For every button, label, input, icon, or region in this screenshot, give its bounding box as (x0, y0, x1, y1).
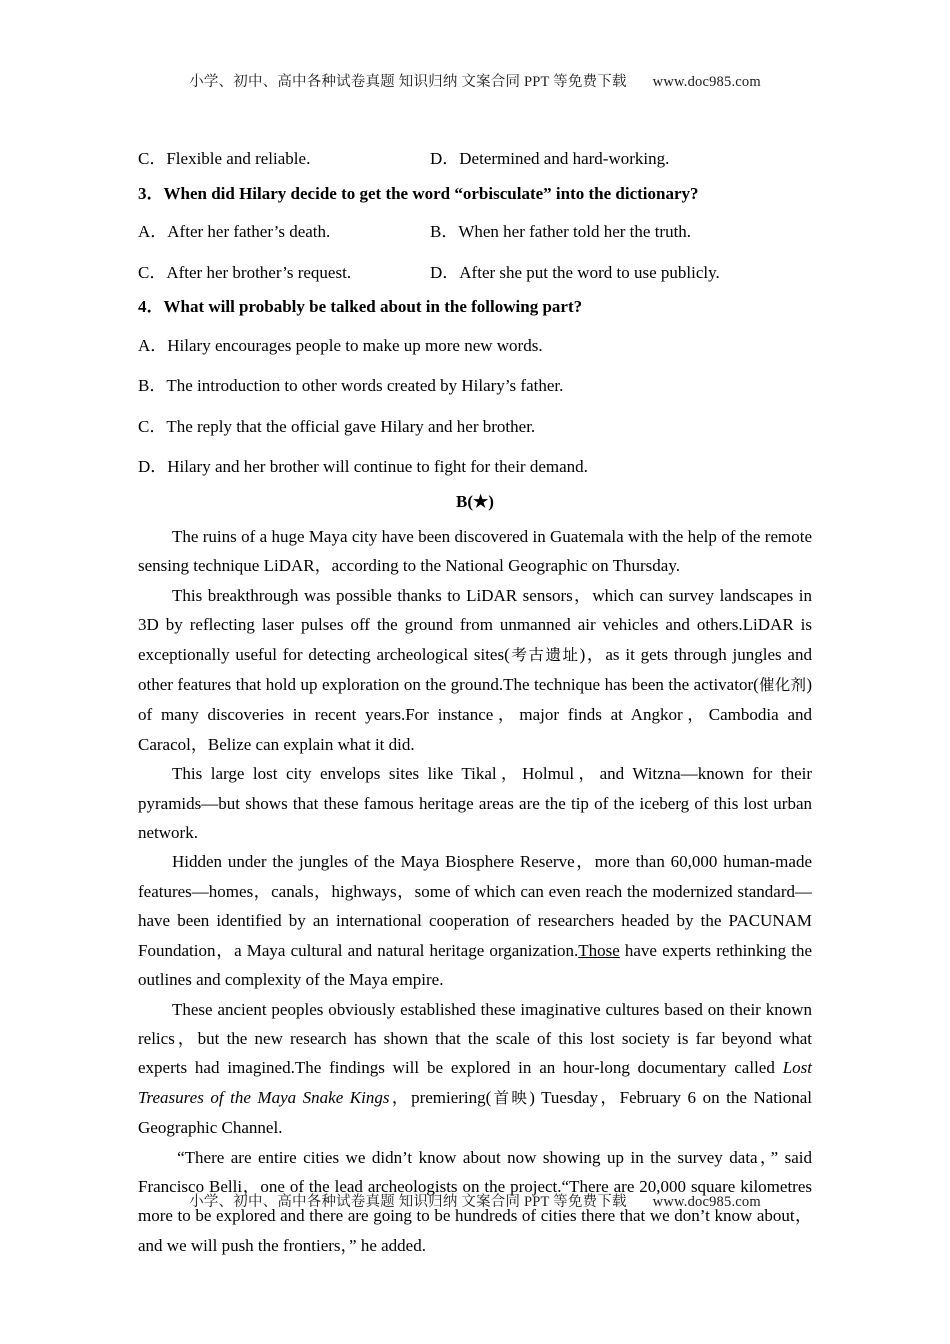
option-d (430, 258, 812, 283)
option-letter: D． (430, 262, 460, 282)
option-letter: D． (138, 457, 168, 476)
chinese-gloss: 考古遗址 (509, 645, 580, 664)
text-run: This breakthrough was possible thanks to LiDAR sensors，which can survey landscapes in 3D by reflecting laser pulses off the ground from unmanned air vehicles and others.LiDAR is exceptionally useful for detecting archeological sites( (138, 585, 812, 664)
text-run: These ancient peoples obviously established these imaginative cultures based on their known relics，but the new research has shown that the scale of this lost society is far beyond what experts had imagined.The findings will be explored in an hour-long documentary called (138, 999, 812, 1078)
option-letter: C． (138, 149, 167, 168)
option-c (138, 258, 430, 283)
text-run: This large lost city envelops sites like Tikal，Holmul，and Witzna—known for their pyramids—but shows that these famous heritage areas are the tip of the iceberg of this lost urban network. (138, 764, 812, 843)
option-text: After her father’s death. (167, 222, 331, 241)
passage-paragraph (138, 995, 812, 1143)
option-text: Determined and hard-working. (459, 149, 670, 168)
questions-region (138, 144, 812, 1260)
text-run: have experts rethinking the outlines and complexity of the Maya empire. (138, 940, 812, 990)
option-d (430, 144, 812, 169)
option-letter: D． (430, 149, 460, 168)
option-b (138, 371, 812, 396)
option-letter: B． (138, 376, 167, 395)
option-a (138, 331, 812, 356)
passage-paragraph (138, 847, 812, 994)
chinese-gloss: 首映 (491, 1088, 530, 1107)
option-text: When her father told her the truth. (458, 222, 692, 241)
option-a (138, 217, 430, 242)
option-b (430, 217, 812, 242)
option-text: The introduction to other words created by Hilary’s father. (166, 376, 564, 395)
question-text: What will probably be talked about in the following part? (163, 297, 583, 316)
text-run: Hidden under the jungles of the Maya Biosphere Reserve，more than 60,000 human-made features—homes，canals，highways，some of which can even reach the modernized standard—have been identified by an international cooperation of researchers headed by the PACUNAM Foundation，a Maya cultural and natural heritage organization. (138, 852, 812, 960)
option-text: Flexible and reliable. (166, 149, 311, 168)
option-text: After her brother’s request. (166, 262, 352, 282)
passage-paragraph (138, 581, 812, 759)
option-row (138, 144, 812, 169)
header-watermark-url: www.doc985.com (652, 74, 761, 90)
section-marker: B(★) (456, 492, 494, 511)
option-c (138, 144, 430, 169)
option-text: The reply that the official gave Hilary and her brother. (166, 416, 536, 436)
question-3-stem (138, 185, 812, 202)
option-letter: B． (430, 222, 459, 241)
option-text: Hilary and her brother will continue to fight for their demand. (167, 457, 588, 476)
text-run: ，premiering( (389, 1087, 492, 1107)
option-d (138, 452, 812, 477)
chinese-gloss: 催化剂 (758, 676, 807, 695)
footer-watermark-url: www.doc985.com (652, 1194, 761, 1210)
text-run: )，as it gets through jungles and other features that hold up exploration on the ground.The technique has been the activator( (138, 644, 812, 695)
option-c (138, 412, 812, 437)
text-run: “There are entire cities we didn’t know about now showing up in the survey data，” said Francisco Belli，one of the lead archeologists on the project.“There are 20,000 square kilometres more to be explored and there are going to be hundreds of cities there that we don’t know about，and we will push the frontiers，” he added. (138, 1147, 812, 1255)
option-text: Hilary encourages people to make up more new words. (167, 335, 543, 355)
option-letter: C． (138, 416, 167, 436)
question-number: 3． (138, 183, 164, 203)
option-text: After she put the word to use publicly. (459, 262, 720, 282)
option-letter: C． (138, 262, 167, 282)
option-row (138, 217, 812, 242)
passage-paragraph (138, 759, 812, 847)
underlined-word: Those (578, 940, 620, 960)
passage-paragraph (138, 522, 812, 581)
option-letter: A． (138, 222, 168, 241)
question-4-stem (138, 298, 812, 315)
footer-watermark-text: 小学、初中、高中各种试卷真题 知识归纳 文案合同 PPT 等免费下载 (189, 1194, 627, 1210)
text-run: The ruins of a huge Maya city have been discovered in Guatemala with the help of the remote sensing technique LiDAR，according to the National Geographic on Thursday. (138, 527, 812, 576)
page-header-watermark (138, 70, 812, 91)
page-footer-watermark (138, 1190, 812, 1211)
text-run: ) Tuesday，February 6 on the National Geographic Channel. (138, 1087, 812, 1138)
text-run: ) of many discoveries in recent years.For instance，major finds at Angkor，Cambodia and Caracol，Belize can explain what it did. (138, 675, 812, 754)
header-watermark-text: 小学、初中、高中各种试卷真题 知识归纳 文案合同 PPT 等免费下载 (189, 74, 627, 90)
option-letter: A． (138, 335, 168, 355)
italic-title: Lost Treasures of the Maya Snake Kings (138, 1058, 812, 1107)
option-row (138, 258, 812, 283)
question-number: 4． (138, 297, 164, 316)
question-text: When did Hilary decide to get the word “orbisculate” into the dictionary? (163, 183, 699, 203)
